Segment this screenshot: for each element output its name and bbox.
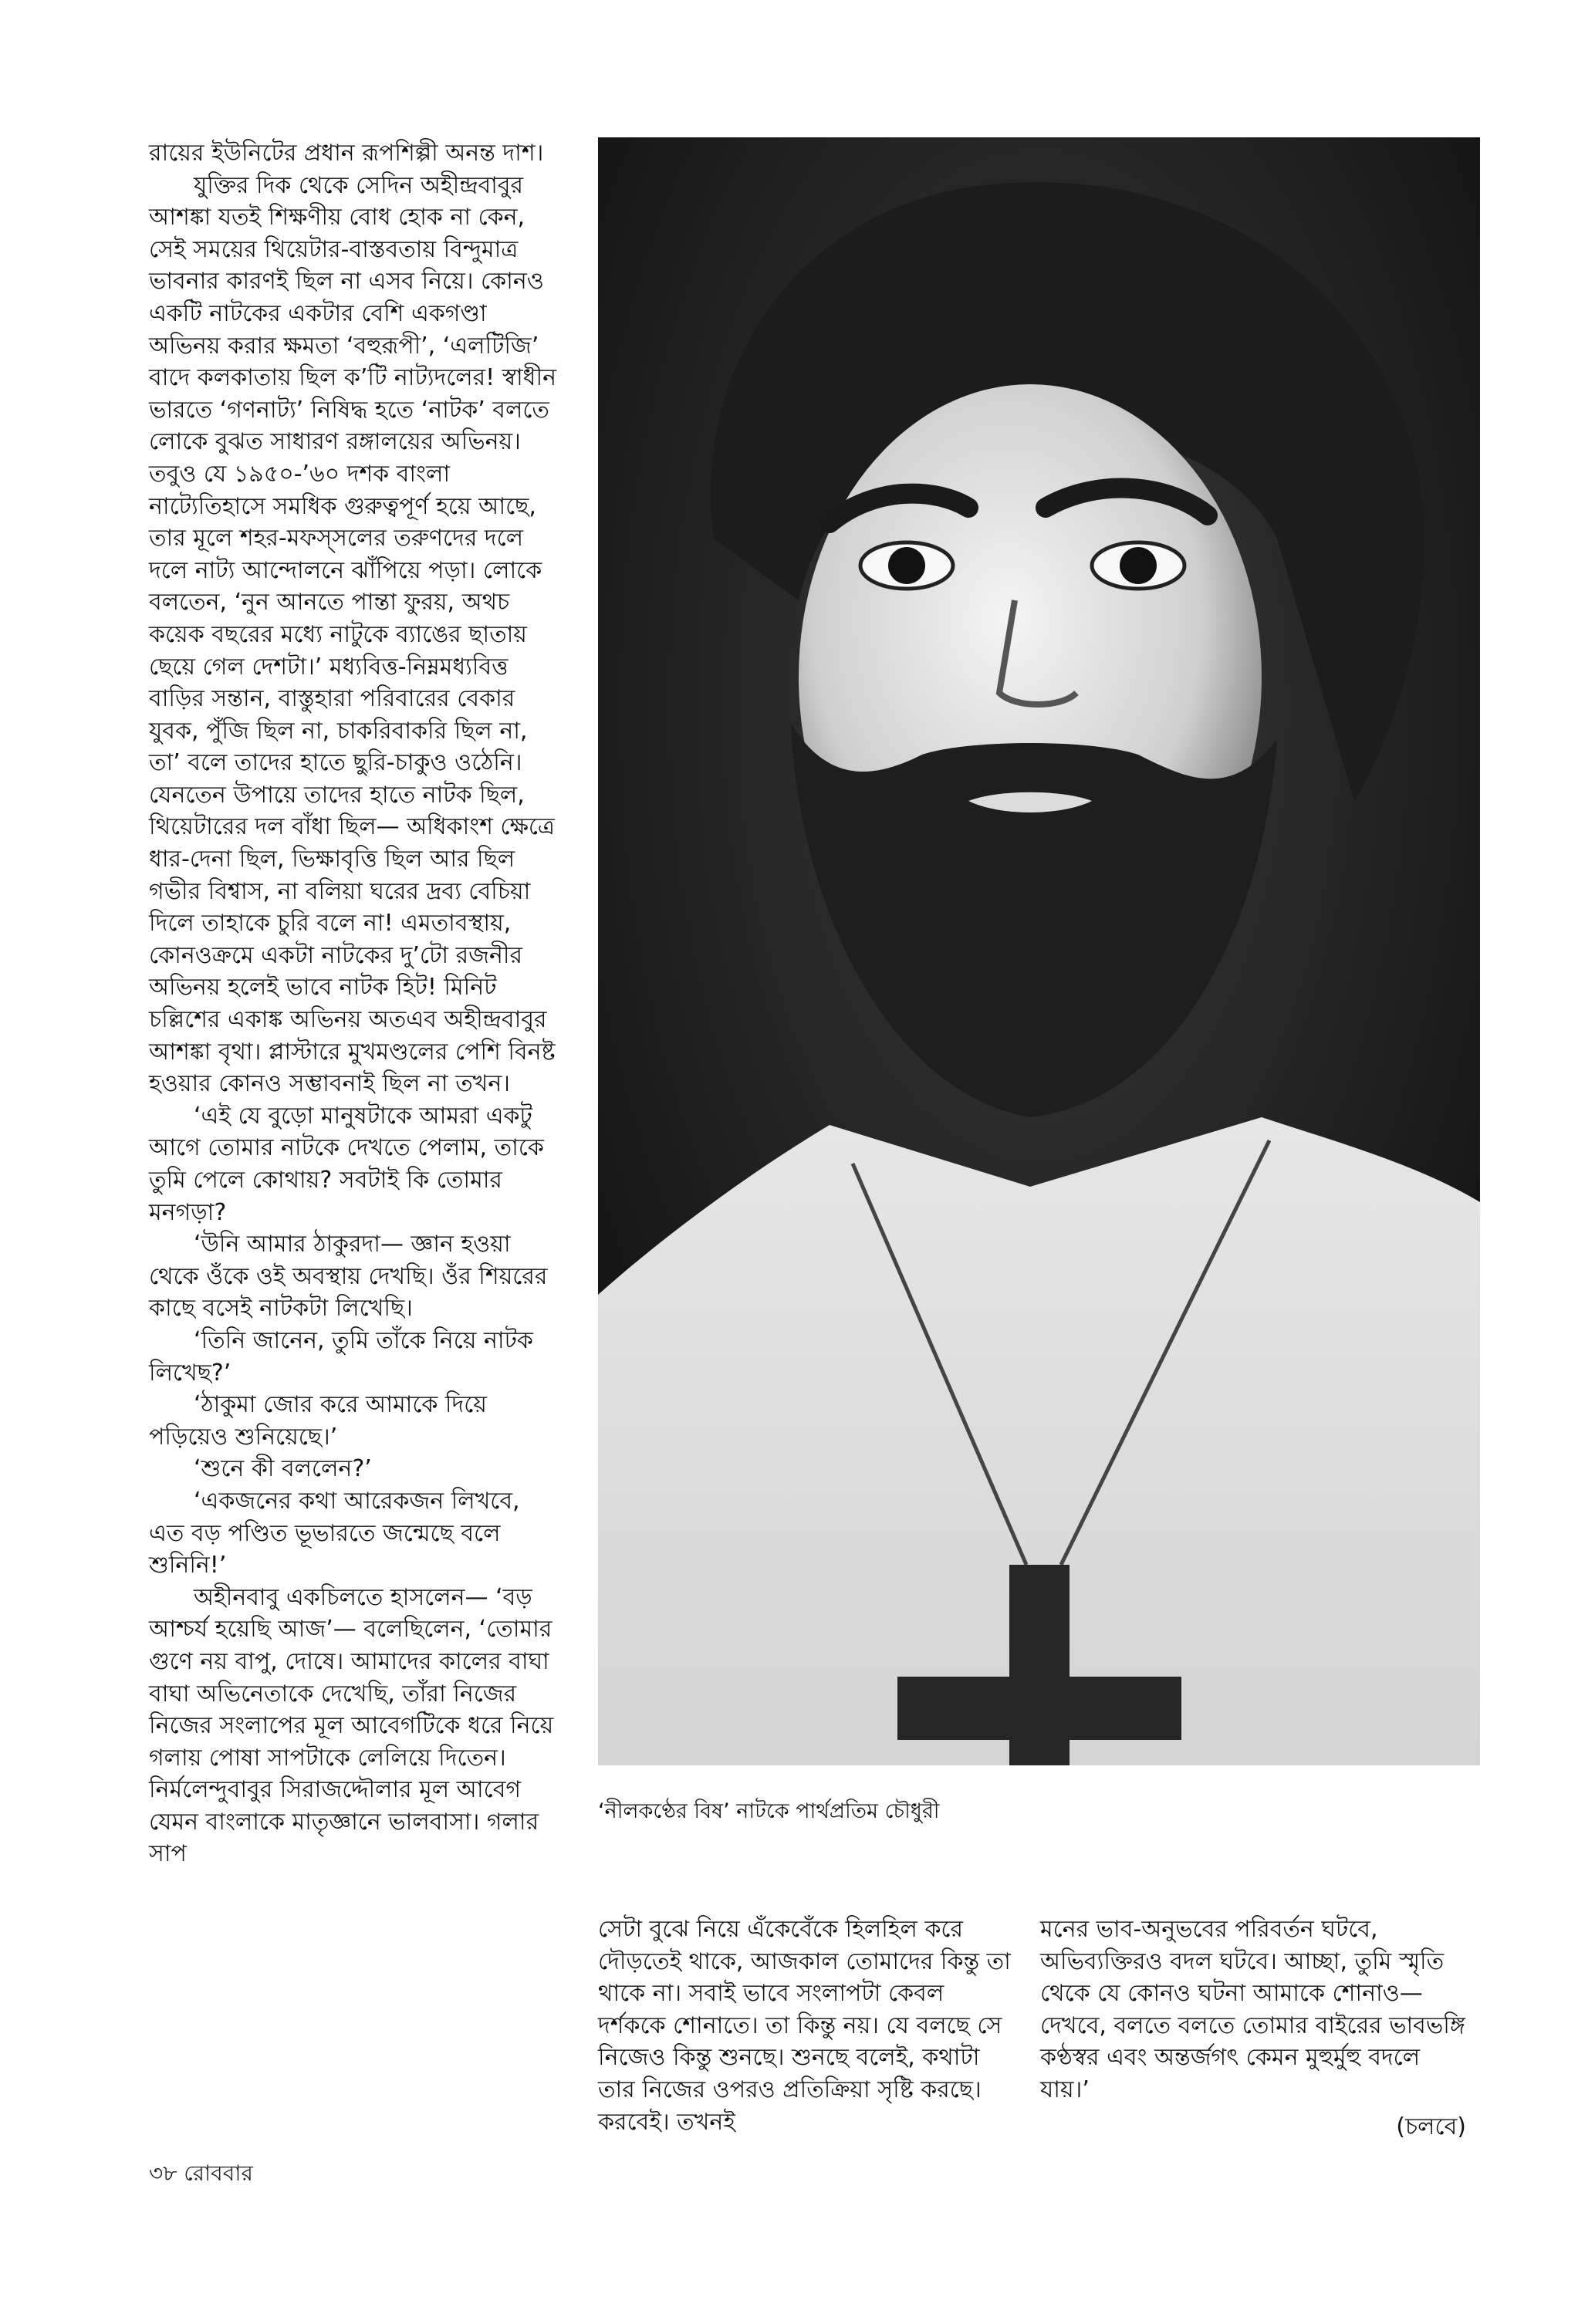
paragraph: মনের ভাব-অনুভবের পরিবর্তন ঘটবে, অভিব্যক্তিরও বদল ঘটবে। আচ্ছা, তুমি স্মৃতি থেকে যে কোনও ঘটনা আমাকে শোনাও— দেখবে, বলতে বলতে তোমার বাইরের ভাবভঙ্গি কণ্ঠস্বর এবং অন্তর্জগৎ কেমন মুহুর্মুহু বদলে যায়।’ bbox=[1040, 1916, 1465, 2103]
article-column-middle bbox=[598, 1914, 1015, 2138]
paragraph: ‘উনি আমার ঠাকুরদা— জ্ঞান হওয়া থেকে ওঁকে ওই অবস্থায় দেখছি। ওঁর শিয়রের কাছে বসেই নাটকটা লিখেছি। bbox=[149, 1231, 548, 1322]
paragraph: সেটা বুঝে নিয়ে এঁকেবেঁকে হিলহিল করে দৌড়তেই থাকে, আজকাল তোমাদের কিন্তু তা থাকে না। সবাই ভাবে সংলাপটা কেবল দর্শককে শোনাতে। তা কিন্তু নয়। যে বলছে সে নিজেও কিন্তু শুনছে। শুনছে বলেই, কথাটা তার নিজের ওপরও প্রতিক্রিয়া সৃষ্টি করছে। করবেই। তখনই bbox=[598, 1916, 1011, 2136]
paragraph: অহীনবাবু একচিলতে হাসলেন— ‘বড় আশ্চর্য হয়েছি আজ’— বলেছিলেন, ‘তোমার গুণে নয় বাপু, দোষে। আমাদের কালের বাঘা বাঘা অভিনেতাকে দেখেছি, তাঁরা নিজের নিজের সংলাপের মূল আবেগটিকে ধরে নিয়ে গলায় পোষা সাপটাকে লেলিয়ে দিতেন। নির্মলেন্দুবাবুর সিরাজদ্দৌলার মূল আবেগ যেমন বাংলাকে মাতৃজ্ঞানে ভালবাসা। গলার সাপ bbox=[149, 1583, 554, 1868]
page-number: ৩৮ bbox=[149, 2160, 177, 2186]
article-column-right bbox=[1040, 1914, 1472, 2143]
continued-marker: (চলবে) bbox=[1396, 2113, 1466, 2140]
paragraph: ‘একজনের কথা আরেকজন লিখবে, এত বড় পণ্ডিত ভূভারতে জন্মেছে বলে শুনিনি!’ bbox=[149, 1487, 520, 1579]
paragraph: যুক্তির দিক থেকে সেদিন অহীন্দ্রবাবুর আশঙ্কা যতই শিক্ষণীয় বোধ হোক না কেন, সেই সময়ের থিয়েটার-বাস্তবতায় বিন্দুমাত্র ভাবনার কারণই ছিল না এসব নিয়ে। কোনও একটি নাটকের একটার বেশি একগণ্ডা অভিনয় করার ক্ষমতা ‘বহুরূপী’, ‘এলটিজি’ বাদে কলকাতায় ছিল ক’টি নাট্যদলের! স্বাধীন ভারতে ‘গণনাট্য’ নিষিদ্ধ হতে ‘নাটক’ বলতে লোকে বুঝত সাধারণ রঙ্গালয়ের অভিনয়। তবুও যে ১৯৫০-’৬০ দশক বাংলা নাট্যেতিহাসে সমধিক গুরুত্বপূর্ণ হয়ে আছে, তার মূলে শহর-মফস্‌সলের তরুণদের দলে দলে নাট্য আন্দোলনে ঝাঁপিয়ে পড়া। লোকে বলতেন, ‘নুন আনতে পান্তা ফুরয়, অথচ কয়েক বছরের মধ্যে নাটুকে ব্যাঙের ছাতায় ছেয়ে গেল দেশটা।’ মধ্যবিত্ত-নিম্নমধ্যবিত্ত বাড়ির সন্তান, বাস্তুহারা পরিবারের বেকার যুবক, পুঁজি ছিল না, চাকরিবাকরি ছিল না, তা’ বলে তাদের হাতে ছুরি-চাকুও ওঠেনি। যেনতেন উপায়ে তাদের হাতে নাটক ছিল, থিয়েটারের দল বাঁধা ছিল— অধিকাংশ ক্ষেত্রে ধার-দেনা ছিল, ভিক্ষাবৃত্তি ছিল আর ছিল গভীর বিশ্বাস, না বলিয়া ঘরের দ্রব্য বেচিয়া দিলে তাহাকে চুরি বলে না! এমতাবস্থায়, কোনওক্রমে একটা নাটকের দু’টো রজনীর অভিনয় হলেই ভাবে নাটক হিট! মিনিট চল্লিশের একাঙ্ক অভিনয় অতএব অহীন্দ্রবাবুর আশঙ্কা বৃথা। প্লাস্টারে মুখমণ্ডলের পেশি বিনষ্ট হওয়ার কোনও সম্ভাবনাই ছিল না তখন। bbox=[149, 171, 556, 1098]
paragraph: ‘ঠাকুমা জোর করে আমাকে দিয়ে পড়িয়েও শুনিয়েছে।’ bbox=[149, 1391, 487, 1451]
pupil-left bbox=[888, 547, 925, 584]
portrait-photo bbox=[598, 137, 1480, 1765]
paragraph: ‘এই যে বুড়ো মানুষটাকে আমরা একটু আগে তোমার নাটকে দেখতে পেলাম, তাকে তুমি পেলে কোথায়? সবটাই কি তোমার মনগড়া? bbox=[149, 1102, 544, 1226]
article-column-left bbox=[149, 137, 558, 1870]
page-footer bbox=[149, 2157, 253, 2193]
paragraph: ‘তিনি জানেন, তুমি তাঁকে নিয়ে নাটক লিখেছ?’ bbox=[149, 1326, 533, 1387]
photo-caption: ‘নীলকণ্ঠের বিষ’ নাটকে পার্থপ্রতিম চৌধুরী bbox=[598, 1799, 940, 1823]
paragraph: রায়ের ইউনিটের প্রধান রূপশিল্পী অনন্ত দাশ। bbox=[149, 140, 544, 167]
paragraph: ‘শুনে কী বললেন?’ bbox=[194, 1455, 372, 1483]
pupil-right bbox=[1120, 547, 1157, 584]
magazine-name: রোববার bbox=[184, 2160, 253, 2186]
portrait-illustration bbox=[598, 137, 1480, 1765]
